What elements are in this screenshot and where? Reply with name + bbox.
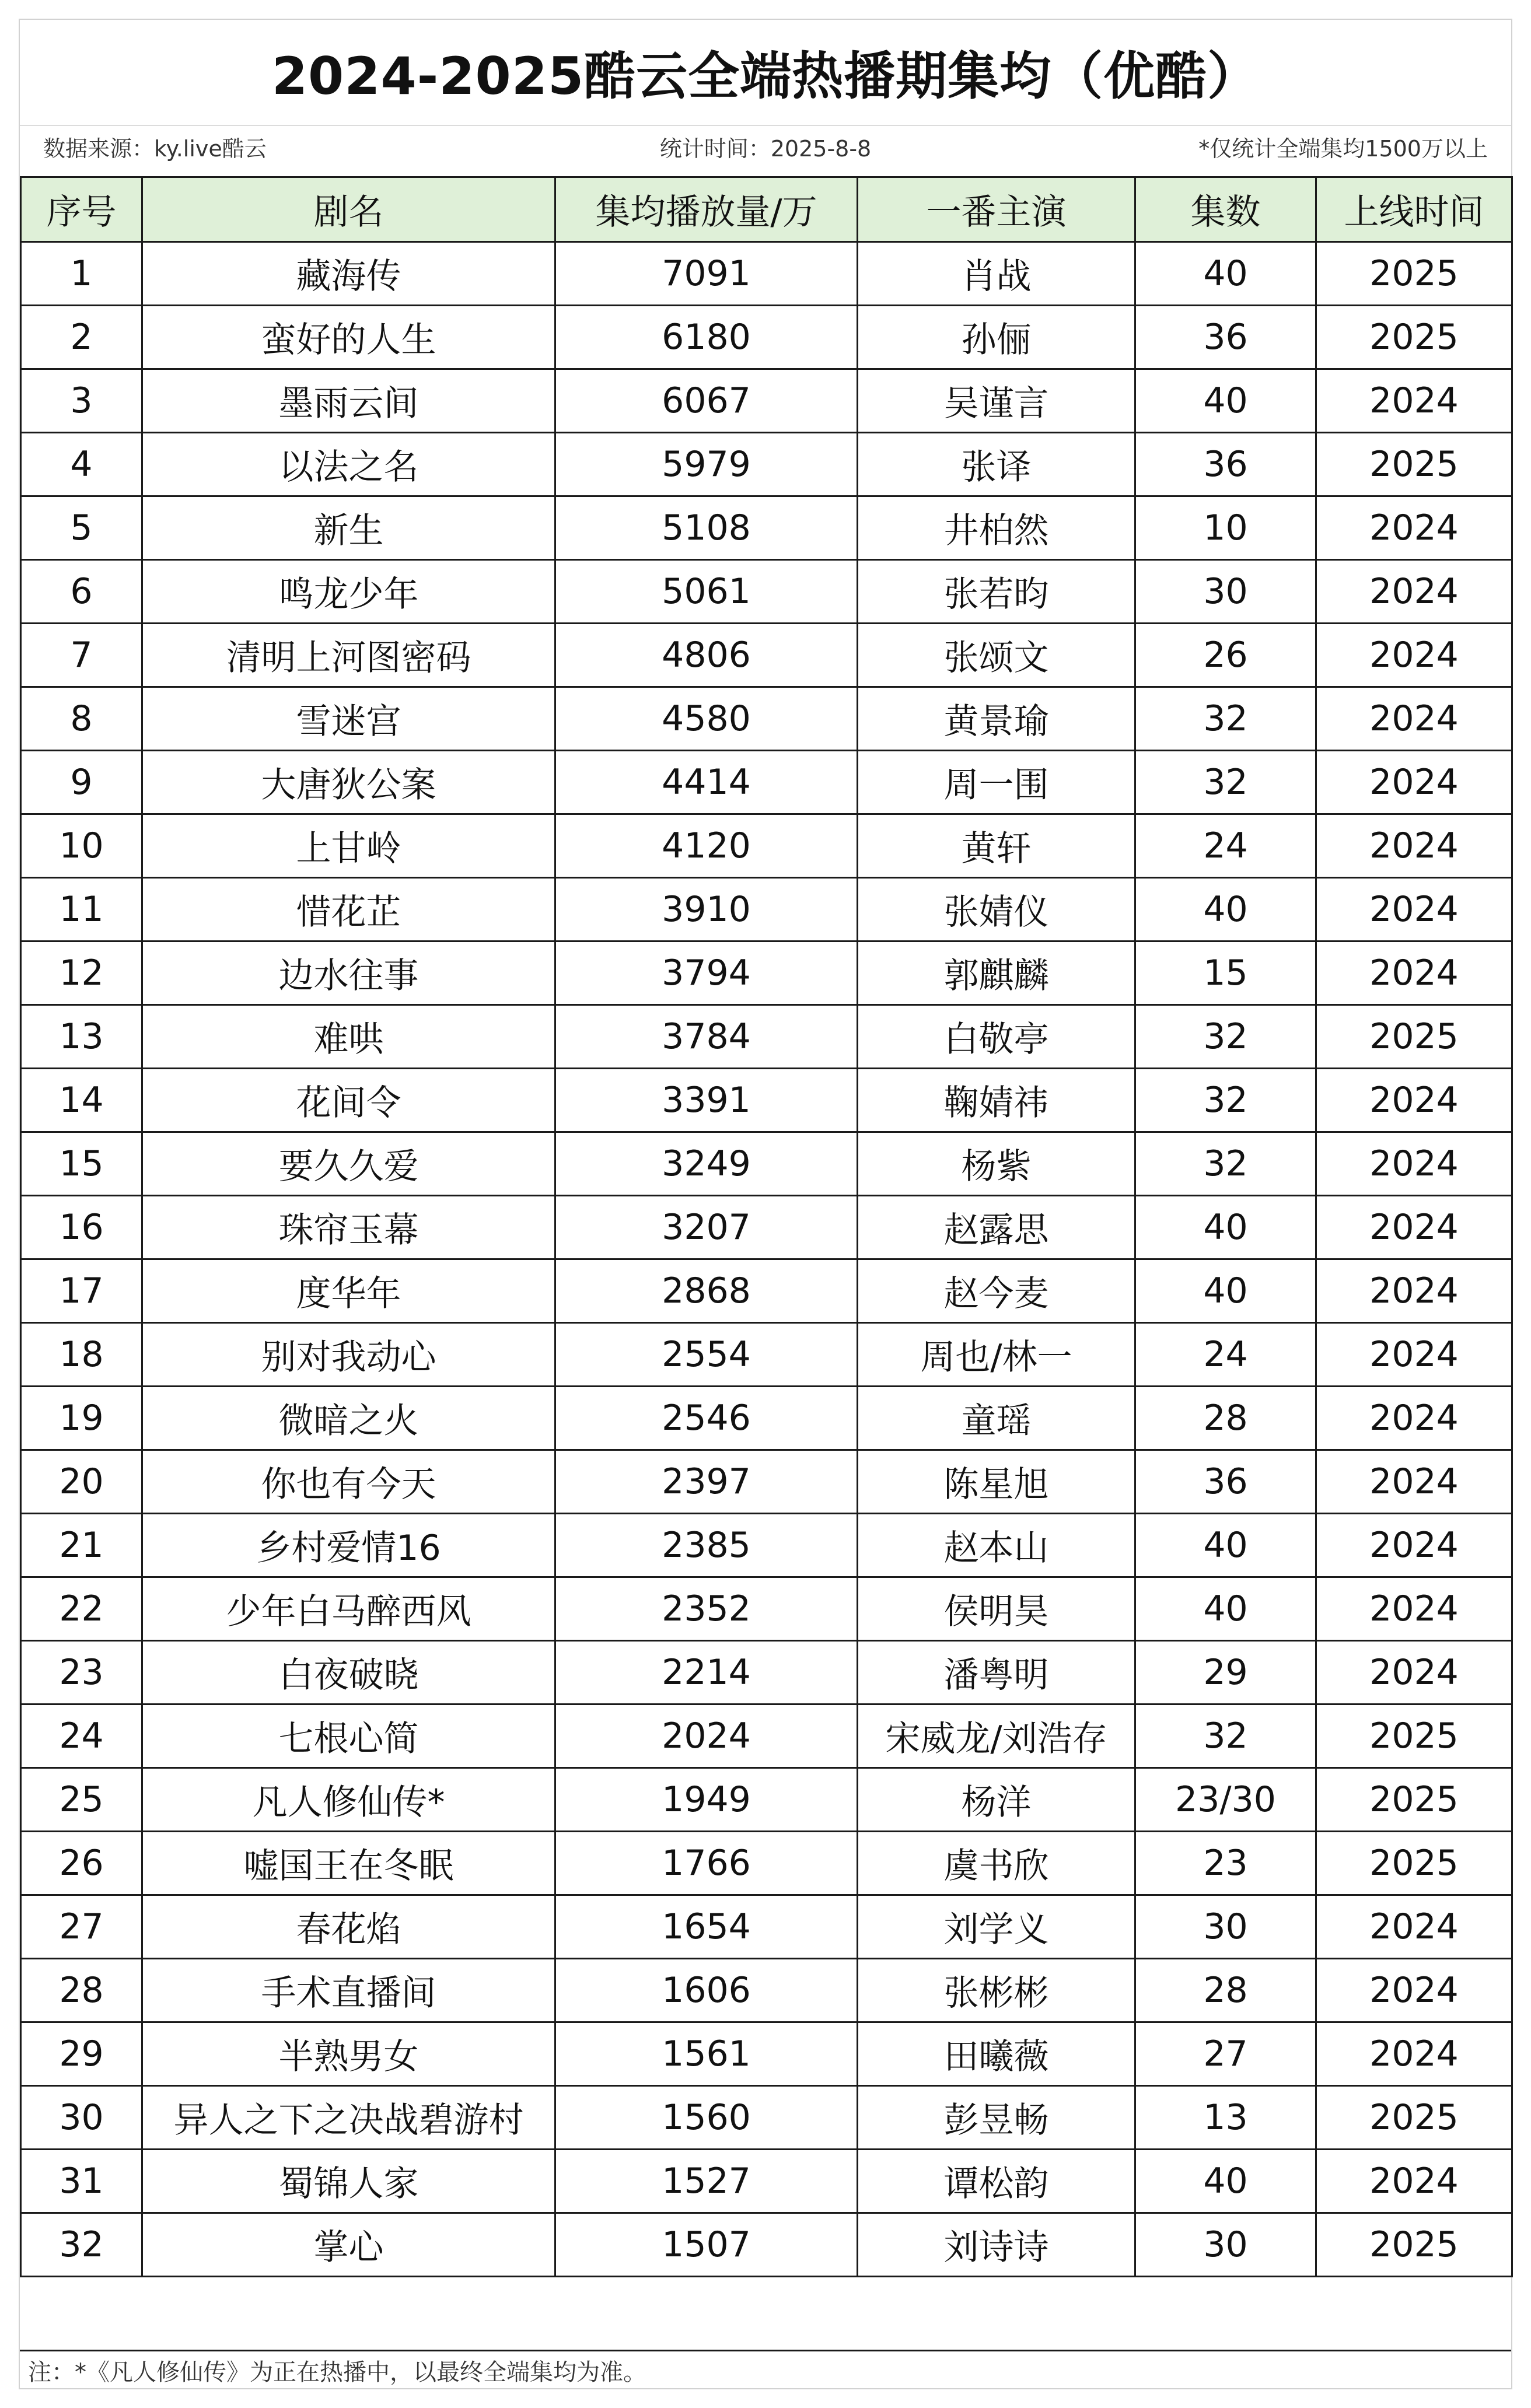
release-year-cell: 2024 [1316, 1641, 1512, 1704]
drama-name-cell: 雪迷宫 [142, 687, 555, 751]
release-year-cell: 2024 [1316, 2150, 1512, 2213]
episodes-cell: 15 [1135, 942, 1316, 1005]
episodes-cell: 40 [1135, 1514, 1316, 1577]
lead-actor-cell: 黄轩 [858, 814, 1135, 878]
header-drama-name: 剧名 [142, 177, 555, 242]
rank-cell: 7 [21, 624, 142, 687]
episodes-cell: 30 [1135, 560, 1316, 624]
release-year-cell: 2024 [1316, 560, 1512, 624]
lead-actor-cell: 吴谨言 [858, 369, 1135, 433]
episodes-cell: 32 [1135, 1069, 1316, 1132]
table-row [21, 1641, 1512, 1704]
avg-views-cell: 4580 [555, 687, 858, 751]
rank-cell: 18 [21, 1323, 142, 1387]
lead-actor-cell: 谭松韵 [858, 2150, 1135, 2213]
drama-name-cell: 乡村爱情16 [142, 1514, 555, 1577]
table-row [21, 1005, 1512, 1069]
table-row [21, 624, 1512, 687]
footnote: 注：*《凡人修仙传》为正在热播中，以最终全端集均为准。 [20, 2350, 1511, 2389]
header-release-year: 上线时间 [1316, 177, 1512, 242]
episodes-cell: 10 [1135, 496, 1316, 560]
drama-name-cell: 白夜破晓 [142, 1641, 555, 1704]
episodes-cell: 13 [1135, 2086, 1316, 2150]
lead-actor-cell: 刘学义 [858, 1895, 1135, 1959]
data-source-text: 数据来源：ky.live酷云 [43, 136, 267, 162]
avg-views-cell: 6067 [555, 369, 858, 433]
rank-cell: 9 [21, 751, 142, 814]
table-row [21, 560, 1512, 624]
episodes-cell: 32 [1135, 1132, 1316, 1196]
rank-cell: 23 [21, 1641, 142, 1704]
episodes-cell: 29 [1135, 1641, 1316, 1704]
lead-actor-cell: 杨洋 [858, 1768, 1135, 1832]
episodes-cell: 28 [1135, 1959, 1316, 2022]
rank-cell: 2 [21, 306, 142, 369]
release-year-cell: 2024 [1316, 1259, 1512, 1323]
avg-views-cell: 3207 [555, 1196, 858, 1259]
release-year-cell: 2024 [1316, 942, 1512, 1005]
rank-cell: 27 [21, 1895, 142, 1959]
episodes-cell: 40 [1135, 878, 1316, 942]
avg-views-cell: 4806 [555, 624, 858, 687]
rank-cell: 10 [21, 814, 142, 878]
release-year-cell: 2024 [1316, 1959, 1512, 2022]
lead-actor-cell: 张彬彬 [858, 1959, 1135, 2022]
episodes-cell: 40 [1135, 1577, 1316, 1641]
table-row [21, 1577, 1512, 1641]
header-lead-actor: 一番主演 [858, 177, 1135, 242]
lead-actor-cell: 周一围 [858, 751, 1135, 814]
table-row [21, 306, 1512, 369]
drama-name-cell: 要久久爱 [142, 1132, 555, 1196]
table-row [21, 496, 1512, 560]
release-year-cell: 2024 [1316, 1323, 1512, 1387]
avg-views-cell: 2214 [555, 1641, 858, 1704]
drama-name-cell: 度华年 [142, 1259, 555, 1323]
avg-views-cell: 5108 [555, 496, 858, 560]
avg-views-cell: 1606 [555, 1959, 858, 2022]
drama-name-cell: 墨雨云间 [142, 369, 555, 433]
drama-name-cell: 蛮好的人生 [142, 306, 555, 369]
avg-views-cell: 5061 [555, 560, 858, 624]
stat-time-text: 统计时间：2025-8-8 [659, 136, 872, 162]
rank-cell: 13 [21, 1005, 142, 1069]
table-row [21, 2213, 1512, 2277]
table-row [21, 1768, 1512, 1832]
release-year-cell: 2024 [1316, 1577, 1512, 1641]
lead-actor-cell: 张颂文 [858, 624, 1135, 687]
table-row [21, 2150, 1512, 2213]
lead-actor-cell: 虞书欣 [858, 1832, 1135, 1895]
release-year-cell: 2024 [1316, 751, 1512, 814]
avg-views-cell: 7091 [555, 242, 858, 306]
release-year-cell: 2024 [1316, 369, 1512, 433]
table-row [21, 942, 1512, 1005]
lead-actor-cell: 杨紫 [858, 1132, 1135, 1196]
drama-name-cell: 微暗之火 [142, 1387, 555, 1450]
rank-cell: 20 [21, 1450, 142, 1514]
rank-cell: 15 [21, 1132, 142, 1196]
lead-actor-cell: 张译 [858, 433, 1135, 496]
rank-cell: 3 [21, 369, 142, 433]
release-year-cell: 2025 [1316, 433, 1512, 496]
rank-cell: 4 [21, 433, 142, 496]
threshold-note: *仅统计全端集均1500万以上 [1198, 136, 1488, 162]
drama-name-cell: 大唐狄公案 [142, 751, 555, 814]
release-year-cell: 2024 [1316, 878, 1512, 942]
table-row [21, 1069, 1512, 1132]
header-rank: 序号 [21, 177, 142, 242]
lead-actor-cell: 赵露思 [858, 1196, 1135, 1259]
rank-cell: 28 [21, 1959, 142, 2022]
drama-name-cell: 七根心简 [142, 1704, 555, 1768]
drama-name-cell: 半熟男女 [142, 2022, 555, 2086]
rank-cell: 14 [21, 1069, 142, 1132]
table-row [21, 2086, 1512, 2150]
drama-name-cell: 凡人修仙传* [142, 1768, 555, 1832]
drama-name-cell: 别对我动心 [142, 1323, 555, 1387]
table-row [21, 1323, 1512, 1387]
episodes-cell: 28 [1135, 1387, 1316, 1450]
avg-views-cell: 1560 [555, 2086, 858, 2150]
episodes-cell: 27 [1135, 2022, 1316, 2086]
drama-name-cell: 新生 [142, 496, 555, 560]
episodes-cell: 36 [1135, 306, 1316, 369]
rank-cell: 5 [21, 496, 142, 560]
drama-name-cell: 珠帘玉幕 [142, 1196, 555, 1259]
table-row [21, 1832, 1512, 1895]
avg-views-cell: 3910 [555, 878, 858, 942]
drama-name-cell: 春花焰 [142, 1895, 555, 1959]
avg-views-cell: 2385 [555, 1514, 858, 1577]
release-year-cell: 2025 [1316, 1832, 1512, 1895]
drama-name-cell: 以法之名 [142, 433, 555, 496]
rank-cell: 17 [21, 1259, 142, 1323]
rank-cell: 1 [21, 242, 142, 306]
lead-actor-cell: 肖战 [858, 242, 1135, 306]
page-title: 2024-2025酷云全端热播期集均（优酷） [20, 20, 1511, 126]
avg-views-cell: 3794 [555, 942, 858, 1005]
drama-name-cell: 鸣龙少年 [142, 560, 555, 624]
release-year-cell: 2024 [1316, 1514, 1512, 1577]
rank-cell: 21 [21, 1514, 142, 1577]
avg-views-cell: 4414 [555, 751, 858, 814]
table-row [21, 1450, 1512, 1514]
avg-views-cell: 3249 [555, 1132, 858, 1196]
episodes-cell: 32 [1135, 1005, 1316, 1069]
lead-actor-cell: 周也/林一 [858, 1323, 1135, 1387]
rank-cell: 11 [21, 878, 142, 942]
rank-cell: 8 [21, 687, 142, 751]
avg-views-cell: 1527 [555, 2150, 858, 2213]
table-row [21, 242, 1512, 306]
rank-cell: 32 [21, 2213, 142, 2277]
avg-views-cell: 2397 [555, 1450, 858, 1514]
episodes-cell: 23/30 [1135, 1768, 1316, 1832]
avg-views-cell: 3784 [555, 1005, 858, 1069]
episodes-cell: 40 [1135, 1259, 1316, 1323]
release-year-cell: 2024 [1316, 1895, 1512, 1959]
table-row [21, 878, 1512, 942]
avg-views-cell: 3391 [555, 1069, 858, 1132]
episodes-cell: 32 [1135, 687, 1316, 751]
drama-name-cell: 嘘国王在冬眠 [142, 1832, 555, 1895]
episodes-cell: 36 [1135, 1450, 1316, 1514]
lead-actor-cell: 田曦薇 [858, 2022, 1135, 2086]
table-row [21, 1259, 1512, 1323]
lead-actor-cell: 井柏然 [858, 496, 1135, 560]
drama-name-cell: 手术直播间 [142, 1959, 555, 2022]
ranking-sheet [19, 19, 1512, 2389]
drama-name-cell: 惜花芷 [142, 878, 555, 942]
release-year-cell: 2024 [1316, 1132, 1512, 1196]
rank-cell: 31 [21, 2150, 142, 2213]
release-year-cell: 2025 [1316, 306, 1512, 369]
table-row [21, 369, 1512, 433]
release-year-cell: 2024 [1316, 1196, 1512, 1259]
table-row [21, 2022, 1512, 2086]
avg-views-cell: 2868 [555, 1259, 858, 1323]
release-year-cell: 2024 [1316, 687, 1512, 751]
avg-views-cell: 1507 [555, 2213, 858, 2277]
release-year-cell: 2024 [1316, 1450, 1512, 1514]
avg-views-cell: 5979 [555, 433, 858, 496]
table-header-row [21, 177, 1512, 242]
release-year-cell: 2024 [1316, 1069, 1512, 1132]
episodes-cell: 40 [1135, 369, 1316, 433]
episodes-cell: 32 [1135, 751, 1316, 814]
lead-actor-cell: 童瑶 [858, 1387, 1135, 1450]
drama-name-cell: 你也有今天 [142, 1450, 555, 1514]
lead-actor-cell: 赵本山 [858, 1514, 1135, 1577]
drama-name-cell: 藏海传 [142, 242, 555, 306]
avg-views-cell: 1766 [555, 1832, 858, 1895]
rank-cell: 29 [21, 2022, 142, 2086]
rank-cell: 6 [21, 560, 142, 624]
header-avg-views: 集均播放量/万 [555, 177, 858, 242]
avg-views-cell: 1654 [555, 1895, 858, 1959]
drama-name-cell: 边水往事 [142, 942, 555, 1005]
drama-name-cell: 异人之下之决战碧游村 [142, 2086, 555, 2150]
header-episodes: 集数 [1135, 177, 1316, 242]
avg-views-cell: 2554 [555, 1323, 858, 1387]
episodes-cell: 30 [1135, 2213, 1316, 2277]
table-row [21, 1704, 1512, 1768]
lead-actor-cell: 孙俪 [858, 306, 1135, 369]
rank-cell: 22 [21, 1577, 142, 1641]
release-year-cell: 2024 [1316, 624, 1512, 687]
lead-actor-cell: 彭昱畅 [858, 2086, 1135, 2150]
drama-name-cell: 掌心 [142, 2213, 555, 2277]
avg-views-cell: 6180 [555, 306, 858, 369]
release-year-cell: 2025 [1316, 1704, 1512, 1768]
episodes-cell: 36 [1135, 433, 1316, 496]
drama-name-cell: 清明上河图密码 [142, 624, 555, 687]
drama-name-cell: 少年白马醉西风 [142, 1577, 555, 1641]
release-year-cell: 2024 [1316, 2022, 1512, 2086]
release-year-cell: 2025 [1316, 2086, 1512, 2150]
table-row [21, 433, 1512, 496]
table-row [21, 1132, 1512, 1196]
avg-views-cell: 4120 [555, 814, 858, 878]
table-row [21, 814, 1512, 878]
rank-cell: 25 [21, 1768, 142, 1832]
table-row [21, 1387, 1512, 1450]
lead-actor-cell: 黄景瑜 [858, 687, 1135, 751]
table-row [21, 687, 1512, 751]
rank-cell: 26 [21, 1832, 142, 1895]
episodes-cell: 26 [1135, 624, 1316, 687]
ranking-table [20, 176, 1513, 2277]
lead-actor-cell: 鞠婧祎 [858, 1069, 1135, 1132]
lead-actor-cell: 赵今麦 [858, 1259, 1135, 1323]
lead-actor-cell: 潘粤明 [858, 1641, 1135, 1704]
drama-name-cell: 难哄 [142, 1005, 555, 1069]
lead-actor-cell: 张婧仪 [858, 878, 1135, 942]
release-year-cell: 2025 [1316, 242, 1512, 306]
release-year-cell: 2025 [1316, 1005, 1512, 1069]
lead-actor-cell: 陈星旭 [858, 1450, 1135, 1514]
avg-views-cell: 1949 [555, 1768, 858, 1832]
lead-actor-cell: 宋威龙/刘浩存 [858, 1704, 1135, 1768]
release-year-cell: 2024 [1316, 1387, 1512, 1450]
release-year-cell: 2024 [1316, 814, 1512, 878]
episodes-cell: 24 [1135, 814, 1316, 878]
avg-views-cell: 1561 [555, 2022, 858, 2086]
episodes-cell: 32 [1135, 1704, 1316, 1768]
lead-actor-cell: 白敬亭 [858, 1005, 1135, 1069]
rank-cell: 30 [21, 2086, 142, 2150]
lead-actor-cell: 刘诗诗 [858, 2213, 1135, 2277]
lead-actor-cell: 侯明昊 [858, 1577, 1135, 1641]
drama-name-cell: 蜀锦人家 [142, 2150, 555, 2213]
table-row [21, 1959, 1512, 2022]
drama-name-cell: 花间令 [142, 1069, 555, 1132]
avg-views-cell: 2546 [555, 1387, 858, 1450]
rank-cell: 19 [21, 1387, 142, 1450]
release-year-cell: 2025 [1316, 2213, 1512, 2277]
rank-cell: 12 [21, 942, 142, 1005]
table-row [21, 1514, 1512, 1577]
meta-bar [20, 125, 1511, 173]
avg-views-cell: 2352 [555, 1577, 858, 1641]
release-year-cell: 2025 [1316, 1768, 1512, 1832]
episodes-cell: 40 [1135, 2150, 1316, 2213]
lead-actor-cell: 张若昀 [858, 560, 1135, 624]
avg-views-cell: 2024 [555, 1704, 858, 1768]
table-row [21, 1895, 1512, 1959]
episodes-cell: 40 [1135, 1196, 1316, 1259]
lead-actor-cell: 郭麒麟 [858, 942, 1135, 1005]
rank-cell: 24 [21, 1704, 142, 1768]
release-year-cell: 2024 [1316, 496, 1512, 560]
rank-cell: 16 [21, 1196, 142, 1259]
table-row [21, 1196, 1512, 1259]
episodes-cell: 24 [1135, 1323, 1316, 1387]
drama-name-cell: 上甘岭 [142, 814, 555, 878]
episodes-cell: 40 [1135, 242, 1316, 306]
table-row [21, 751, 1512, 814]
episodes-cell: 30 [1135, 1895, 1316, 1959]
episodes-cell: 23 [1135, 1832, 1316, 1895]
